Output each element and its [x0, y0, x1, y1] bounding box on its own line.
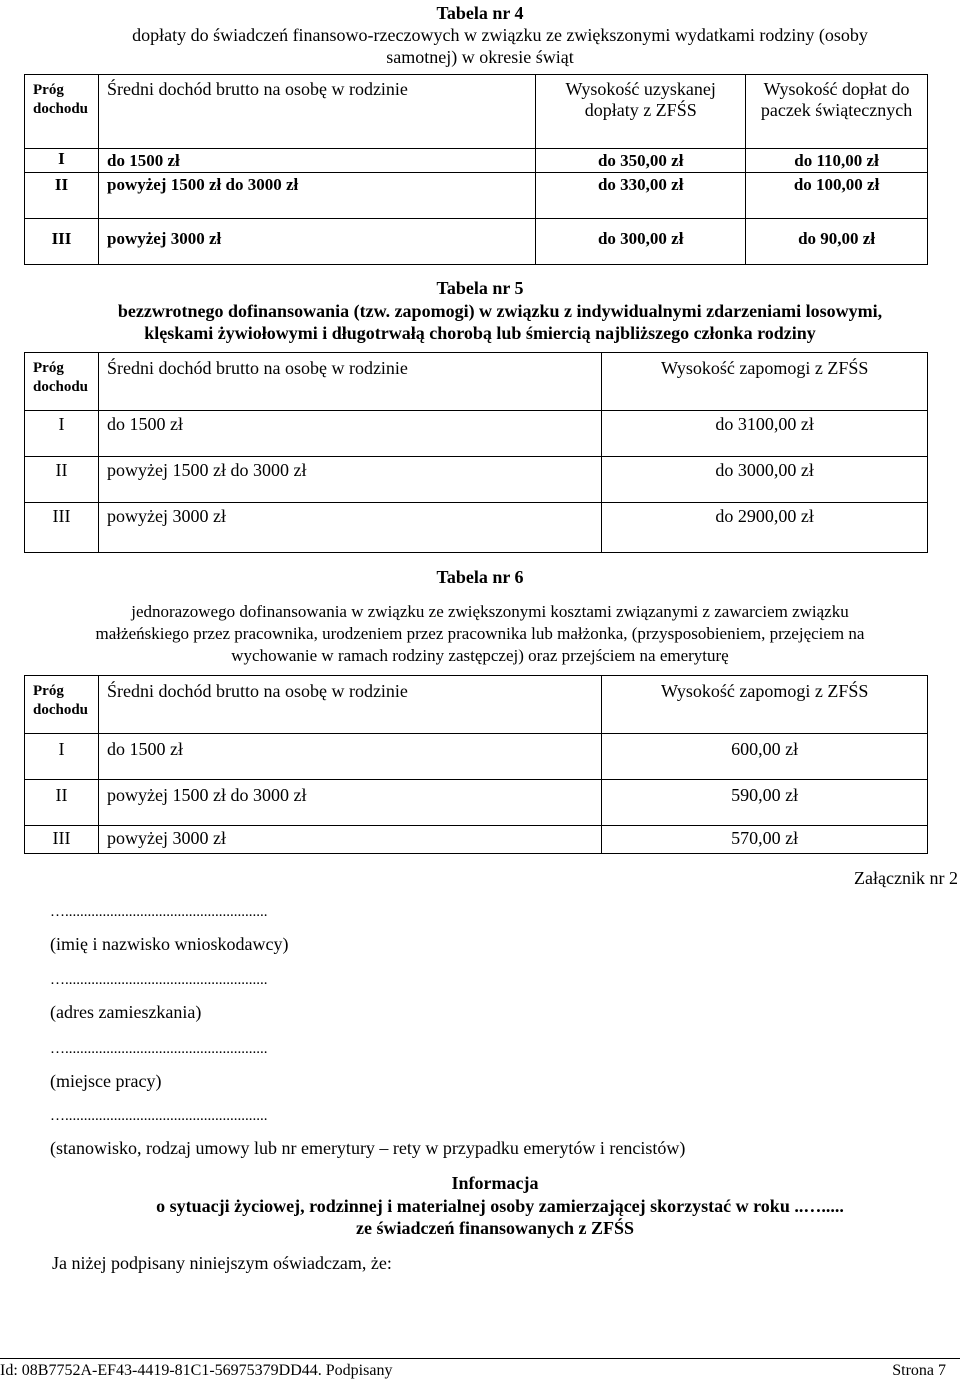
table-row	[25, 734, 928, 780]
table4-header-income: Średni dochód brutto na osobę w rodzinie	[98, 75, 535, 149]
table4-header-doplata: Wysokość uzyskanej dopłaty z ZFŚS	[536, 75, 746, 149]
table4-row2-prog: II	[25, 173, 99, 219]
table4-row1-income: do 1500 zł	[98, 149, 535, 173]
table5-header-amount: Wysokość zapomogi z ZFŚS	[602, 353, 928, 411]
table4-row3-income: powyżej 3000 zł	[98, 219, 535, 265]
table4-row3-prog: III	[25, 219, 99, 265]
table-row	[25, 173, 928, 219]
table6-subtitle-line2: małżeńskiego przez pracownika, urodzeniem przez pracownika lub małżonka, (przysposobieniem, przejęciem na	[95, 624, 865, 643]
table6-row1-prog: I	[25, 734, 99, 780]
position-dots[interactable]: …......................................................	[50, 1108, 268, 1124]
table5-row3-amount: do 2900,00 zł	[602, 503, 928, 553]
info-heading: Informacja	[451, 1173, 539, 1193]
table6-subtitle-line1: jednorazowego dofinansowania w związku ze zwiększonymi kosztami związanymi z zawarciem związku	[131, 602, 849, 621]
table6-row1-amount: 600,00 zł	[602, 734, 928, 780]
footer-divider	[0, 1358, 960, 1359]
info-heading-line3: ze świadczeń finansowanych z ZFŚS	[355, 1218, 634, 1238]
footer-id: Id: 08B7752A-EF43-4419-81C1-56975379DD44. Podpisany	[0, 1362, 393, 1379]
table5-row2-prog: II	[25, 457, 99, 503]
annex-label: Załącznik nr 2	[854, 868, 958, 888]
table6-header-amount: Wysokość zapomogi z ZFŚS	[602, 676, 928, 734]
table5	[24, 352, 928, 553]
table6-header-income: Średni dochód brutto na osobę w rodzinie	[98, 676, 601, 734]
position-label: (stanowisko, rodzaj umowy lub nr emerytury – rety w przypadku emerytów i rencistów)	[50, 1138, 686, 1158]
table4-row2-doplata: do 330,00 zł	[536, 173, 746, 219]
table4-header-prog: Próg dochodu	[25, 75, 99, 149]
statement-text: Ja niżej podpisany niniejszym oświadczam, że:	[52, 1253, 392, 1273]
table6-row2-prog: II	[25, 780, 99, 826]
table6-row3-prog: III	[25, 826, 99, 854]
table4-row1-paczki: do 110,00 zł	[746, 149, 928, 173]
table4-row2-income: powyżej 1500 zł do 3000 zł	[98, 173, 535, 219]
table6-row3-amount: 570,00 zł	[602, 826, 928, 854]
table-row	[25, 457, 928, 503]
table6-row1-income: do 1500 zł	[98, 734, 601, 780]
workplace-label: (miejsce pracy)	[50, 1071, 162, 1091]
table5-subtitle-line2: klęskami żywiołowymi i długotrwałą chorobą lub śmiercią najbliższego członka rodziny	[144, 323, 816, 343]
table4	[24, 74, 928, 265]
table-row	[25, 219, 928, 265]
table5-row3-prog: III	[25, 503, 99, 553]
table5-header-prog: Próg dochodu	[25, 353, 99, 411]
table5-row2-amount: do 3000,00 zł	[602, 457, 928, 503]
workplace-dots[interactable]: …......................................................	[50, 1041, 268, 1057]
table-row	[25, 503, 928, 553]
table6	[24, 675, 928, 854]
table4-subtitle-line1: dopłaty do świadczeń finansowo-rzeczowych w związku ze zwiększonymi wydatkami rodziny (osoby	[132, 25, 868, 45]
table4-row1-prog: I	[25, 149, 99, 173]
table-row	[25, 149, 928, 173]
table6-row3-income: powyżej 3000 zł	[98, 826, 601, 854]
table5-title: Tabela nr 5	[436, 278, 524, 298]
table5-row3-income: powyżej 3000 zł	[98, 503, 601, 553]
table4-row3-doplata: do 300,00 zł	[536, 219, 746, 265]
name-dots[interactable]: …......................................................	[50, 904, 268, 920]
table4-subtitle-line2: samotnej) w okresie świąt	[386, 47, 574, 67]
table-row	[25, 411, 928, 457]
table4-row3-paczki: do 90,00 zł	[746, 219, 928, 265]
table5-row2-income: powyżej 1500 zł do 3000 zł	[98, 457, 601, 503]
table5-subtitle-line1: bezzwrotnego dofinansowania (tzw. zapomogi) w związku z indywidualnymi zdarzeniami losowymi,	[117, 301, 883, 321]
table6-subtitle-line3: wychowanie w ramach rodziny zastępczej) oraz przejściem na emeryturę	[231, 646, 729, 665]
table-row	[25, 826, 928, 854]
table5-header-income: Średni dochód brutto na osobę w rodzinie	[98, 353, 601, 411]
address-label: (adres zamieszkania)	[50, 1002, 202, 1022]
name-label: (imię i nazwisko wnioskodawcy)	[50, 934, 289, 954]
table4-title: Tabela nr 4	[436, 3, 524, 23]
table6-row2-amount: 590,00 zł	[602, 780, 928, 826]
table4-row2-paczki: do 100,00 zł	[746, 173, 928, 219]
table5-row1-prog: I	[25, 411, 99, 457]
table6-row2-income: powyżej 1500 zł do 3000 zł	[98, 780, 601, 826]
table6-header-prog: Próg dochodu	[25, 676, 99, 734]
table4-header-paczki: Wysokość dopłat do paczek świątecznych	[746, 75, 928, 149]
table5-row1-income: do 1500 zł	[98, 411, 601, 457]
table-row	[25, 780, 928, 826]
footer-page: Strona 7	[892, 1362, 946, 1379]
info-heading-line2: o sytuacji życiowej, rodzinnej i materialnej osoby zamierzającej skorzystać w roku ..….....	[156, 1196, 844, 1216]
table5-row1-amount: do 3100,00 zł	[602, 411, 928, 457]
table4-row1-doplata: do 350,00 zł	[536, 149, 746, 173]
address-dots[interactable]: …......................................................	[50, 972, 268, 988]
table6-title: Tabela nr 6	[436, 567, 524, 587]
